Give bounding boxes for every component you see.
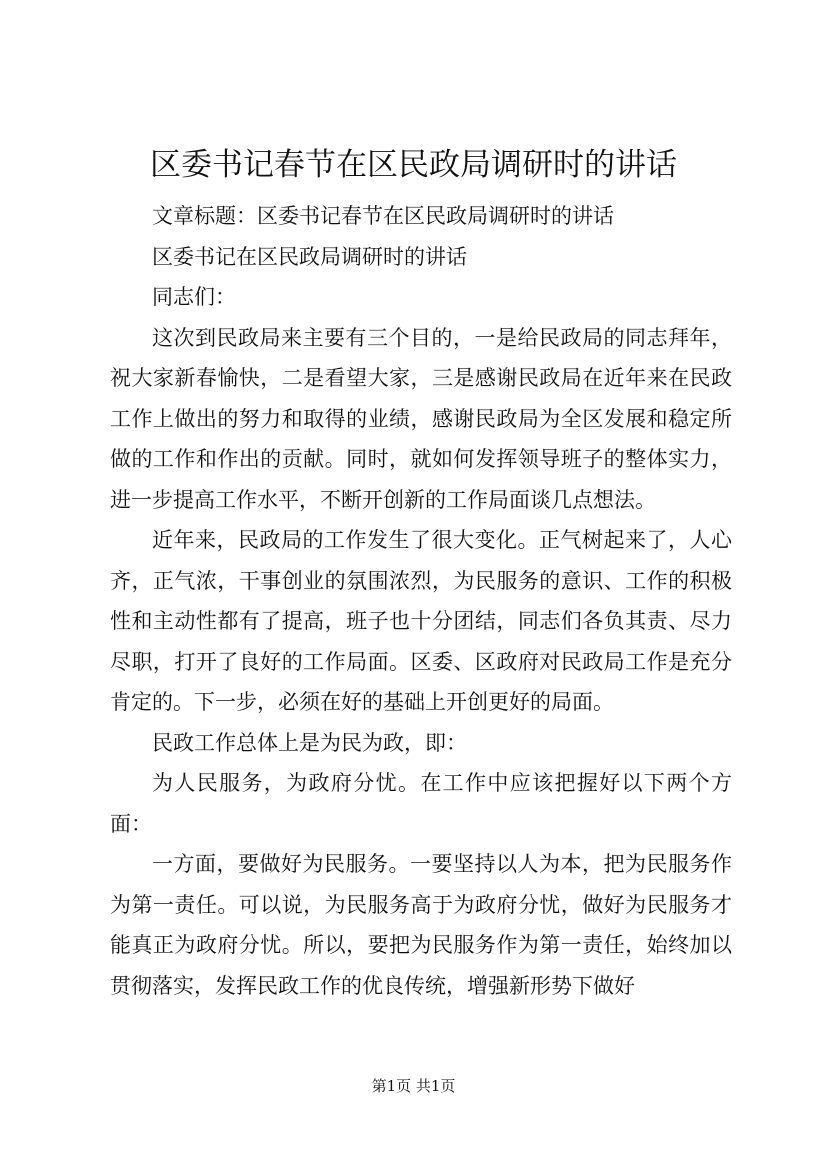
speech-subtitle: 区委书记在区民政局调研时的讲话 — [152, 244, 467, 269]
paragraph: 这次到民政局来主要有三个目的，一是给民政局的同志拜年，祝大家新春愉快，二是看望大家，三是感谢民政局在近年来在民政工作上做出的努力和取得的业绩，感谢民政局为全区发展和稳定所做的工作和作出的贡献。同时，就如何发挥领导班子的整体实力，进一步提高工作水平，不断开创新的工作局面谈几点想法。 — [110, 325, 732, 512]
salutation: 同志们： — [152, 285, 236, 309]
document-body — [110, 196, 732, 1006]
article-title-line: 文章标题：区委书记春节在区民政局调研时的讲话 — [152, 204, 614, 228]
document-title: 区委书记春节在区民政局调研时的讲话 — [150, 147, 677, 183]
paragraph: 为人民服务，为政府分忧。在工作中应该把握好以下两个方面： — [110, 771, 732, 836]
paragraph: 民政工作总体上是为民为政，即： — [152, 730, 467, 755]
paragraph: 近年来，民政局的工作发生了很大变化。正气树起来了，人心齐，正气浓，干事创业的氛围浓烈，为民服务的意识、工作的积极性和主动性都有了提高，班子也十分团结，同志们各负其责、尽力尽职，打开了良好的工作局面。区委、区政府对民政局工作是充分肯定的。下一步，必须在好的基础上开创更好的局面。 — [110, 528, 732, 714]
paragraph: 一方面，要做好为民服务。一要坚持以人为本，把为民服务作为第一责任。可以说，为民服务高于为政府分忧，做好为民服务才能真正为政府分忧。所以，要把为民服务作为第一责任，始终加以贯彻落实，发挥民政工作的优良传统，增强新形势下做好 — [110, 852, 732, 998]
page-footer: 第1页 共1页 — [371, 1077, 456, 1095]
